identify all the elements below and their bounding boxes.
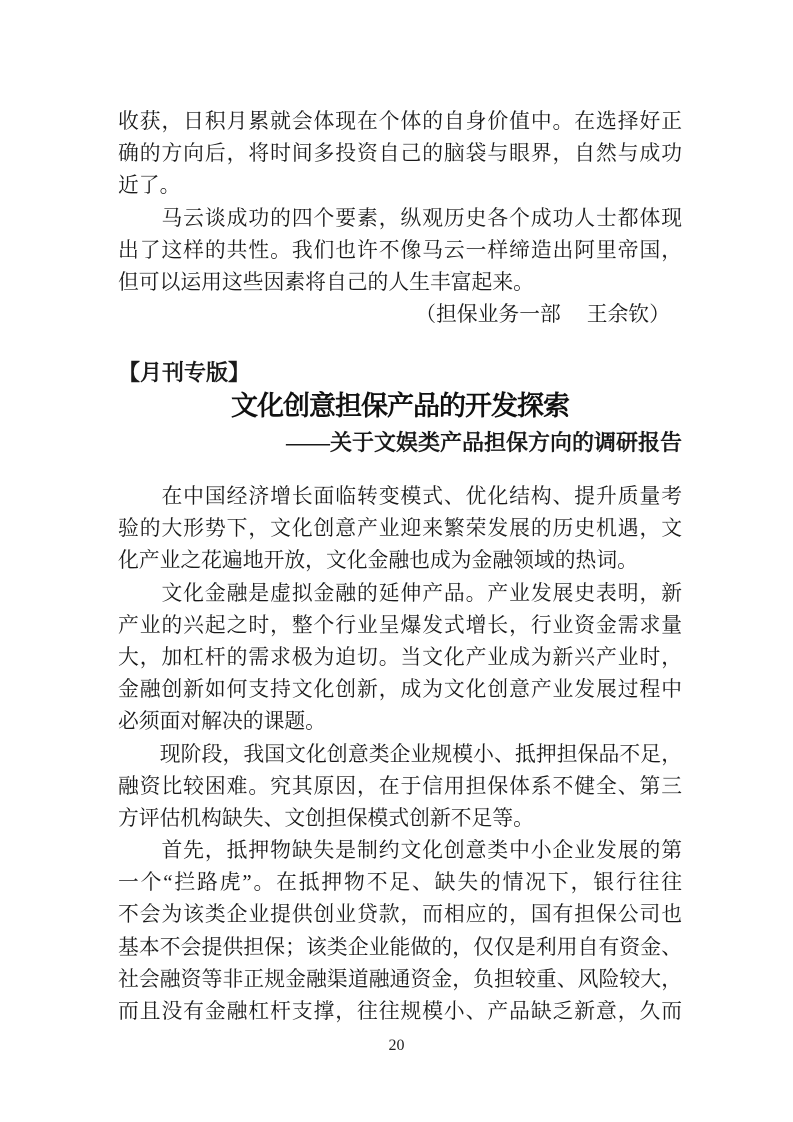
paragraph [118, 835, 682, 1028]
article-body [118, 481, 682, 1028]
text-line: 首先，抵押物缺失是制约文化创意类中小企业发展的第 [118, 839, 682, 863]
text-line: 融资比较困难。究其原因，在于信用担保体系不健全、第三 [118, 774, 682, 798]
paragraph [118, 106, 682, 203]
section-tag: 【月刊专版】 [118, 360, 251, 385]
text-line: 不会为该类企业提供创业贷款，而相应的，国有担保公司也 [118, 903, 682, 927]
text-line: 一个“拦路虎”。在抵押物不足、缺失的情况下，银行往往 [118, 871, 682, 895]
text-line: 化产业之花遍地开放，文化金融也成为金融领域的热词。 [118, 549, 638, 573]
paragraph [118, 739, 682, 836]
text-line: 方评估机构缺失、文创担保模式创新不足等。 [118, 806, 534, 830]
paragraph [118, 578, 682, 739]
text-line: 文化金融是虚拟金融的延伸产品。产业发展史表明，新 [118, 581, 682, 605]
text-line: 而且没有金融杠杆支撑，往往规模小、产品缺乏新意，久而 [118, 1000, 682, 1023]
text-line: 收获，日积月累就会体现在个体的自身价值中。在选择好正 [118, 110, 682, 133]
text-line: 出了这样的共性。我们也许不像马云一样缔造出阿里帝国， [118, 238, 682, 262]
text-line: 现阶段，我国文化创意类企业规模小、抵押担保品不足， [118, 742, 682, 766]
text-line: 基本不会提供担保；该类企业能做的，仅仅是利用自有资金、 [118, 935, 682, 959]
text-line: 马云谈成功的四个要素，纵观历史各个成功人士都体现 [118, 206, 682, 230]
intro-section [118, 106, 682, 331]
page-number: 20 [388, 1037, 405, 1054]
text-line: 验的大形势下，文化创意产业迎来繁荣发展的历史机遇，文 [118, 517, 682, 541]
attribution-line: （担保业务一部 王余钦） [415, 303, 670, 327]
paragraph [118, 481, 682, 578]
article-title: 文化创意担保产品的开发探索 [231, 391, 569, 421]
article-subtitle: ——关于文娱类产品担保方向的调研报告 [285, 430, 682, 455]
text-line: 在中国经济增长面临转变模式、优化结构、提升质量考 [118, 485, 682, 508]
text-line: 金融创新如何支持文化创新，成为文化创意产业发展过程中 [118, 678, 682, 702]
paragraph [118, 203, 682, 300]
text-line: 大，加杠杆的需求极为迫切。当文化产业成为新兴产业时， [118, 645, 682, 669]
text-line: 社会融资等非正规金融渠道融通资金，负担较重、风险较大， [118, 967, 682, 991]
text-line: 但可以运用这些因素将自己的人生丰富起来。 [118, 270, 534, 294]
text-line: 必须面对解决的课题。 [118, 710, 326, 734]
text-line: 产业的兴起之时，整个行业呈爆发式增长，行业资金需求量 [118, 613, 682, 637]
text-line: 确的方向后，将时间多投资自己的脑袋与眼界，自然与成功 [118, 142, 682, 166]
text-line: 近了。 [118, 174, 181, 198]
